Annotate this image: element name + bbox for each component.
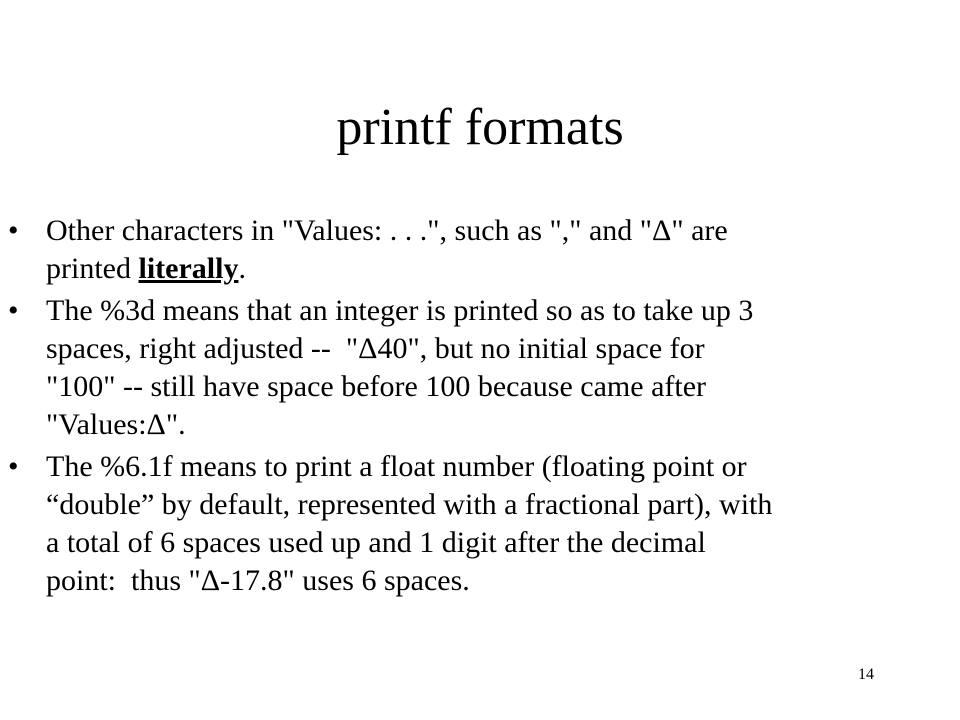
bullet-text-fragment: printed — [46, 252, 139, 285]
bullet-list — [0, 212, 960, 604]
bullet-icon: • — [8, 294, 19, 327]
slide-title: printf formats — [336, 99, 624, 156]
bullet-text-line: "100" -- still have space before 100 because came after — [46, 370, 707, 403]
bullet-text-line: The %6.1f means to print a float number (floating point or — [46, 450, 747, 483]
bullet-text-line: “double” by default, represented with a fractional part), with — [46, 488, 773, 521]
page-number: 14 — [858, 666, 874, 683]
bullet-item-literal-characters — [0, 212, 960, 288]
bullet-item-float-format — [0, 448, 960, 600]
bullet-text-fragment: . — [238, 252, 246, 285]
emphasized-word: literally — [138, 252, 239, 285]
bullet-text-line: "Values:Δ". — [46, 408, 186, 441]
bullet-icon: • — [8, 214, 19, 247]
bullet-text-line: spaces, right adjusted -- "Δ40", but no initial space for — [46, 332, 705, 365]
bullet-text-line: Other characters in "Values: . . .", such as "," and "Δ" are — [46, 214, 728, 247]
bullet-text-line: The %3d means that an integer is printed so as to take up 3 — [46, 294, 754, 327]
bullet-text-line — [46, 250, 950, 288]
bullet-item-integer-format — [0, 292, 960, 444]
bullet-icon: • — [8, 450, 19, 483]
bullet-text-line: point: thus "Δ-17.8" uses 6 spaces. — [46, 564, 470, 597]
bullet-text-line: a total of 6 spaces used up and 1 digit after the decimal — [46, 526, 706, 559]
